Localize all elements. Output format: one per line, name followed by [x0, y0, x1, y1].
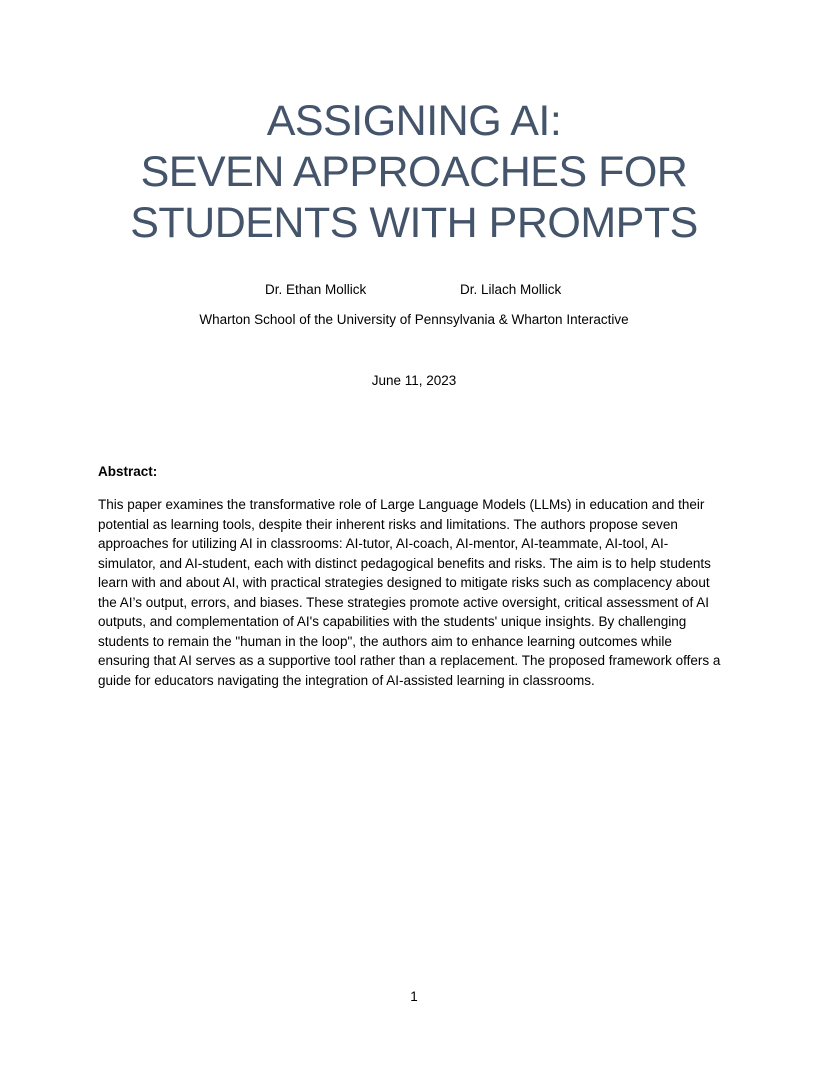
abstract-line: simulator, and AI-student, each with distinct pedagogical benefits and risks. The aim is to help students: [98, 555, 711, 571]
author-list: [0, 281, 828, 299]
affiliation: Wharton School of the University of Pennsylvania & Wharton Interactive: [199, 312, 629, 327]
abstract-line: guide for educators navigating the integration of AI-assisted learning in classrooms.: [98, 672, 595, 688]
title-line-3: STUDENTS WITH PROMPTS: [130, 199, 698, 247]
author-lilach-mollick: Dr. Lilach Mollick: [460, 282, 562, 297]
abstract-line: the AI’s output, errors, and biases. These strategies promote active oversight, critical assessment of AI: [98, 594, 710, 610]
abstract-line: ensuring that AI serves as a supportive tool rather than a replacement. The proposed framework offers a: [98, 653, 721, 668]
abstract-line: potential as learning tools, despite their inherent risks and limitations. The authors propose seven: [98, 516, 678, 532]
page-number: 1: [410, 989, 418, 1004]
abstract-line: students to remain the "human in the loop", the authors aim to enhance learning outcomes while: [98, 633, 672, 649]
abstract-line: outputs, and complementation of AI's capabilities with the students' unique insights. By challenging: [98, 614, 687, 629]
author-ethan-mollick: Dr. Ethan Mollick: [265, 282, 367, 297]
abstract-line: This paper examines the transformative role of Large Language Models (LLMs) in education and their: [98, 497, 705, 512]
abstract-body: [98, 495, 734, 690]
abstract-line: learn with and about AI, with practical strategies designed to mitigate risks such as complacency about: [98, 575, 710, 590]
publication-date: June 11, 2023: [371, 373, 457, 388]
abstract-heading: Abstract:: [98, 464, 158, 479]
title-line-1: ASSIGNING AI:: [266, 97, 562, 145]
abstract-line: approaches for utilizing AI in classrooms: AI-tutor, AI-coach, AI-mentor, AI-teammate, AI-tool, AI-: [98, 536, 669, 551]
title-line-2: SEVEN APPROACHES FOR: [140, 148, 688, 196]
paper-title: [0, 96, 828, 249]
